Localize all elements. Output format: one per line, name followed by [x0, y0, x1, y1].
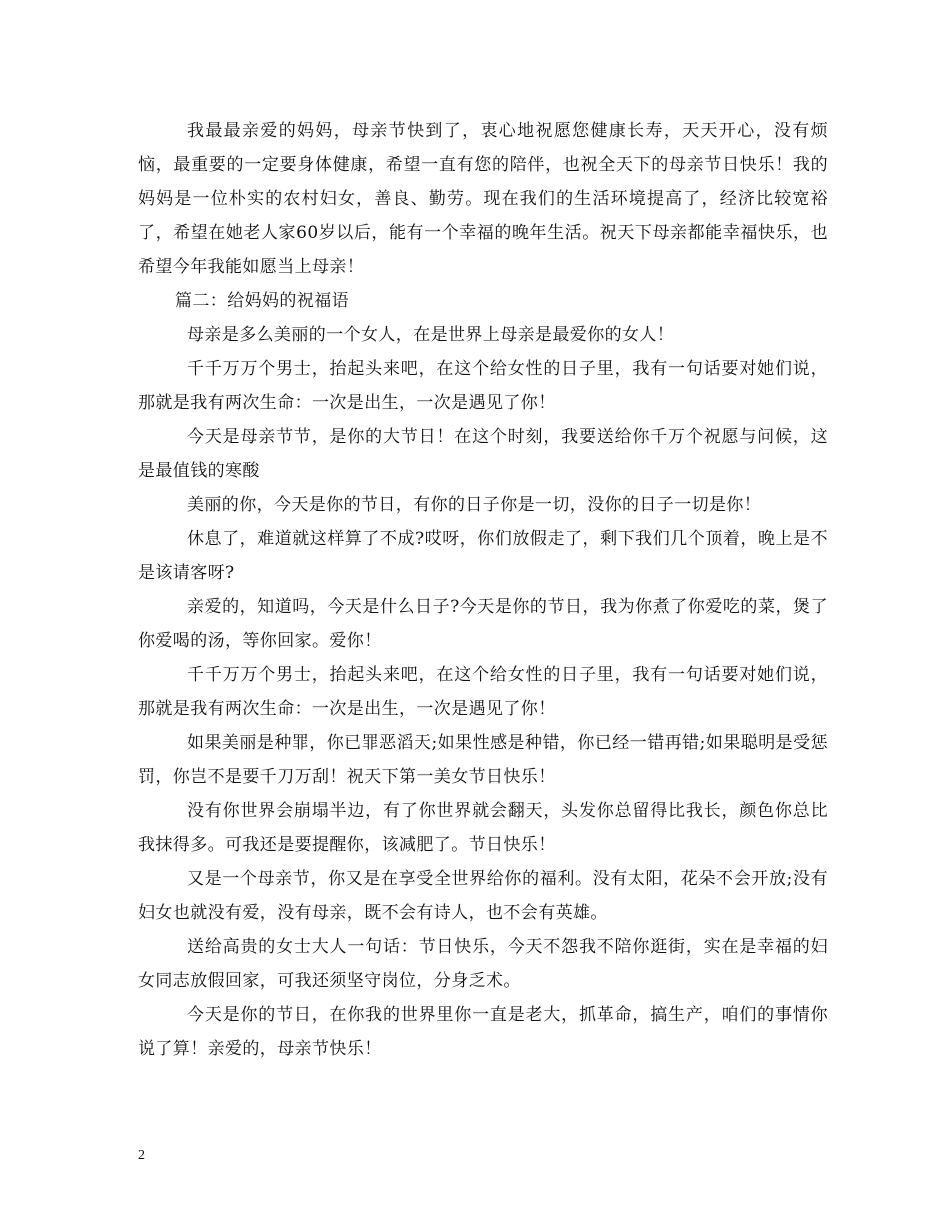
page-number: 2	[138, 1148, 145, 1163]
paragraph: 今天是你的节日，在你我的世界里你一直是老大，抓革命，搞生产，咱们的事情你说了算！亲爱的，母亲节快乐！	[138, 1005, 828, 1059]
paragraph: 今天是母亲节节，是你的大节日！在这个时刻，我要送给你千万个祝愿与问候，这是最值钱的寒酸	[138, 427, 828, 481]
paragraph: 我最最亲爱的妈妈，母亲节快到了，衷心地祝愿您健康长寿，天天开心，没有烦恼，最重要的一定要身体健康，希望一直有您的陪伴，也祝全天下的母亲节日快乐！我的妈妈是一位朴实的农村妇女，善良、勤劳。现在我们的生活环境提高了，经济比较宽裕了，希望在她老人家60岁以后，能有一个幸福的晚年生活。祝天下母亲都能幸福快乐，也希望今年我能如愿当上母亲！	[138, 121, 828, 277]
paragraph: 又是一个母亲节，你又是在享受全世界给你的福利。没有太阳，花朵不会开放;没有妇女也就没有爱，没有母亲，既不会有诗人，也不会有英雄。	[138, 869, 828, 923]
paragraph: 千千万万个男士，抬起头来吧，在这个给女性的日子里，我有一句话要对她们说，那就是我有两次生命：一次是出生，一次是遇见了你！	[138, 359, 828, 413]
paragraph: 亲爱的，知道吗，今天是什么日子?今天是你的节日，我为你煮了你爱吃的菜，煲了你爱喝的汤，等你回家。爱你！	[138, 597, 828, 651]
document-body	[138, 114, 828, 1066]
paragraph: 母亲是多么美丽的一个女人，在是世界上母亲是最爱你的女人！	[187, 325, 675, 345]
paragraph: 休息了，难道就这样算了不成?哎呀，你们放假走了，剩下我们几个顶着，晚上是不是该请客呀?	[138, 529, 828, 583]
paragraph: 如果美丽是种罪，你已罪恶滔天;如果性感是种错，你已经一错再错;如果聪明是受惩罚，你岂不是要千刀万刮！祝天下第一美女节日快乐！	[138, 733, 828, 787]
section-heading: 篇二：给妈妈的祝福语	[175, 291, 349, 311]
paragraph: 美丽的你，今天是你的节日，有你的日子你是一切，没你的日子一切是你！	[187, 495, 762, 515]
paragraph: 送给高贵的女士大人一句话：节日快乐，今天不怨我不陪你逛街，实在是幸福的妇女同志放假回家，可我还须坚守岗位，分身乏术。	[138, 937, 828, 991]
paragraph: 没有你世界会崩塌半边，有了你世界就会翻天，头发你总留得比我长，颜色你总比我抹得多。可我还是要提醒你，该减肥了。节日快乐！	[138, 801, 828, 855]
paragraph: 千千万万个男士，抬起头来吧，在这个给女性的日子里，我有一句话要对她们说，那就是我有两次生命：一次是出生，一次是遇见了你！	[138, 665, 828, 719]
